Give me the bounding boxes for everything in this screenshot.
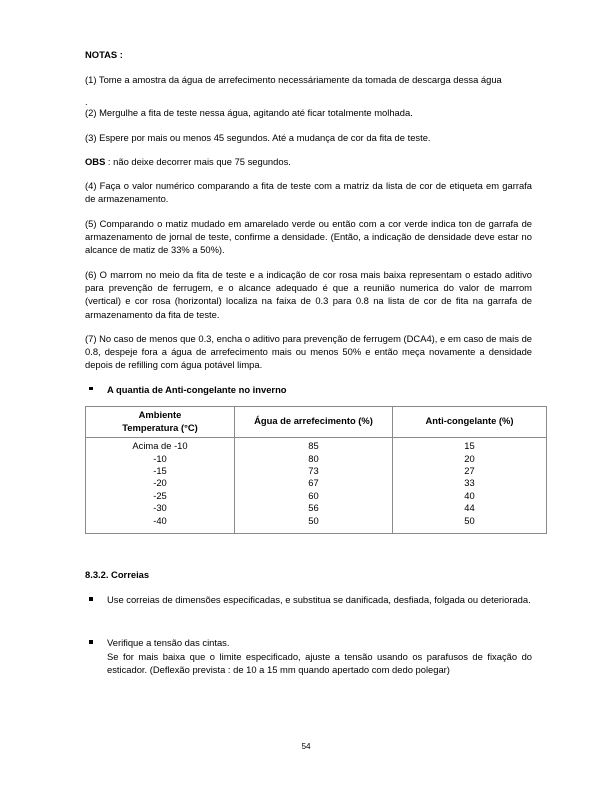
antifreeze-bullet-item xyxy=(85,383,532,396)
belt-bullet-item-1 xyxy=(85,593,532,606)
table-header-coolant: Água de arrefecimento (%) xyxy=(235,407,393,438)
square-bullet-icon xyxy=(85,636,107,676)
table-value-temperature-6: -40 xyxy=(153,514,167,526)
table-value-antifreeze-1: 20 xyxy=(464,452,475,464)
page-number: 54 xyxy=(301,742,311,751)
notes-heading: NOTAS : xyxy=(85,49,123,60)
section-heading-belts: 8.3.2. Correias xyxy=(85,569,150,581)
obs-label: OBS xyxy=(85,155,106,167)
note-paragraph-5: (5) Comparando o matiz mudado em amarelado verde ou então com a cor verde indica ton de garrafa de armazenamento de jornal de teste, confirme a densidade. (Então, a indicação de densidade deve estar no alcance de matiz de 33% a 50%). xyxy=(85,217,532,256)
table-value-coolant-1: 80 xyxy=(308,452,319,464)
document-content xyxy=(85,48,532,686)
belt-bullet-text-1: Use correias de dimensões especificadas, e substitua se danificada, desfiada, folgada ou deteriorada. xyxy=(107,594,531,606)
note-paragraph-7: (7) No caso de menos que 0.3, encha o aditivo para prevenção de ferrugem (DCA4), e em caso de mais de 0.8, despeje fora a água de arrefecimento mais ou menos 50% e então meça novamente a densidade depois de refilling com água potável limpa. xyxy=(85,332,532,371)
table-value-antifreeze-2: 27 xyxy=(464,465,475,477)
note-paragraph-1: (1) Tome a amostra da água de arrefecimento necessáriamente da tomada de descarga dessa água xyxy=(85,74,502,85)
table-value-coolant-6: 50 xyxy=(308,514,319,526)
antifreeze-table-wrapper xyxy=(85,406,532,534)
antifreeze-bullet-label: A quantia de Anti-congelante no inverno xyxy=(107,383,287,395)
table-value-coolant-4: 60 xyxy=(308,489,319,501)
table-value-antifreeze-5: 44 xyxy=(464,502,475,514)
table-value-coolant-3: 67 xyxy=(308,477,319,489)
square-bullet-icon xyxy=(85,593,107,606)
table-value-antifreeze-3: 33 xyxy=(464,477,475,489)
table-header-antifreeze: Anti-congelante (%) xyxy=(393,407,547,438)
table-value-temperature-1: -10 xyxy=(153,452,167,464)
table-value-temperature-0: Acima de -10 xyxy=(132,440,188,452)
note-paragraph-2: (2) Mergulhe a fita de teste nessa água, agitando até ficar totalmente molhada. xyxy=(85,107,413,119)
table-cell-antifreeze-column xyxy=(393,438,547,534)
obs-text: : não deixe decorrer mais que 75 segundos. xyxy=(105,155,291,167)
table-header-temperature xyxy=(86,407,235,438)
table-value-temperature-4: -25 xyxy=(153,489,167,501)
note-paragraph-4: (4) Faça o valor numérico comparando a fita de teste com a matriz da lista de cor de etiqueta em garrafa de armazenamento. xyxy=(85,180,532,205)
table-value-coolant-2: 73 xyxy=(308,465,319,477)
table-value-temperature-5: -30 xyxy=(153,502,167,514)
stray-dot-line: . xyxy=(85,96,88,108)
table-cell-coolant-column xyxy=(235,438,393,534)
belt-bullet-item-2 xyxy=(85,636,532,676)
table-value-coolant-5: 56 xyxy=(308,502,319,514)
table-cell-temperature-column xyxy=(86,438,235,534)
table-value-antifreeze-4: 40 xyxy=(464,489,475,501)
table-value-antifreeze-0: 15 xyxy=(464,440,475,452)
table-value-antifreeze-6: 50 xyxy=(464,514,475,526)
antifreeze-table xyxy=(85,406,547,534)
table-header-temperature-line1: Ambiente xyxy=(138,409,182,421)
belt-bullet-gap xyxy=(85,616,532,636)
square-bullet-icon xyxy=(85,383,107,396)
belt-bullet-text-2 xyxy=(107,636,532,676)
note-paragraph-obs xyxy=(85,155,532,168)
note-paragraph-3: (3) Espere por mais ou menos 45 segundos. Até a mudança de cor da fita de teste. xyxy=(85,131,431,143)
table-value-temperature-3: -20 xyxy=(153,477,167,489)
note-paragraph-6: (6) O marrom no meio da fita de teste e a indicação de cor rosa mais baixa representam o estado aditivo para prevenção de ferrugem, e o alcance adequado é que a reunião numerica do valor de marrom (vertical) e cor rosa (horizontal) localiza na faixa de 0.3 para 0.8 na lista de cor de fita na garrafa de armazenamento da fita de teste. xyxy=(85,268,532,320)
table-value-temperature-2: -15 xyxy=(153,465,167,477)
table-header xyxy=(86,407,547,438)
table-header-temperature-line2: Temperatura (°C) xyxy=(122,421,198,433)
belt-bullet-text-2-line1: Verifique a tensão das cintas. xyxy=(107,637,230,649)
table-row xyxy=(86,438,547,534)
belt-bullet-text-2-line2: Se for mais baixa que o limite especificado, ajuste a tensão usando os parafusos de fixação do esticador. (Deflexão prevista : de 10 a 15 mm quando apertado com dedo polegar) xyxy=(107,650,532,675)
table-value-coolant-0: 85 xyxy=(308,440,319,452)
table-header-row xyxy=(86,407,547,438)
table-body xyxy=(86,438,547,534)
table-bottom-spacer xyxy=(85,534,532,568)
